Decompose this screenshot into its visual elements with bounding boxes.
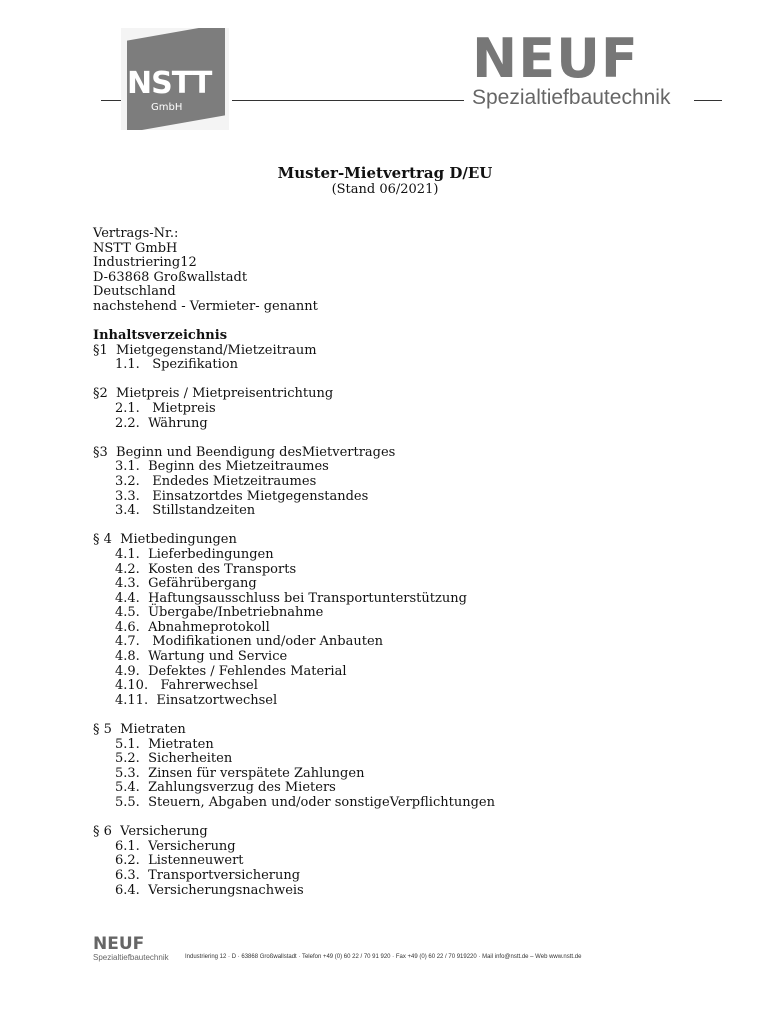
toc-item: 4.11. Einsatzortwechsel (115, 692, 278, 708)
address-line: Vertrags-Nr.: (93, 226, 179, 241)
address-line: D-63868 Großwallstadt (93, 269, 248, 285)
nstt-logo-text: NSTT (127, 66, 212, 101)
neuf-logo-text: NEUF (472, 27, 639, 90)
toc-section-title: § 5 Mietraten (93, 722, 186, 738)
toc-item: 4.6. Abnahmeprotokoll (115, 619, 270, 635)
document-subtitle: (Stand 06/2021) (331, 182, 439, 197)
toc-item: 1.1. Spezifikation (115, 357, 239, 373)
toc-item: 4.1. Lieferbedingungen (115, 546, 274, 562)
footer-logo-text: NEUF (93, 934, 145, 954)
toc-section-title: §1 Mietgegenstand/Mietzeitraum (93, 342, 317, 358)
address-line: Industriering12 (93, 255, 197, 271)
nstt-logo (121, 28, 229, 130)
document-title: Muster-Mietvertrag D/EU (277, 164, 493, 182)
header-divider-middle (232, 100, 464, 101)
toc-item: 5.5. Steuern, Abgaben und/oder sonstigeVerpflichtungen (115, 795, 495, 810)
toc-item: 4.10. Fahrerwechsel (115, 678, 258, 694)
header-divider-left (101, 100, 121, 101)
toc-item: 2.2. Währung (115, 415, 208, 431)
toc-item: 5.4. Zahlungsverzug des Mieters (115, 780, 336, 796)
toc-item: 2.1. Mietpreis (115, 400, 216, 416)
neuf-logo-sub: Spezialtiefbautechnik (472, 86, 671, 109)
toc-item: 6.1. Versicherung (115, 838, 236, 854)
toc-item: 4.4. Haftungsausschluss bei Transportunterstützung (115, 590, 467, 606)
address-line: Deutschland (93, 284, 176, 300)
toc-item: 3.3. Einsatzortdes Mietgegenstandes (115, 488, 369, 504)
toc-item: 5.3. Zinsen für verspätete Zahlungen (115, 765, 365, 781)
toc-item: 3.4. Stillstandzeiten (115, 503, 256, 519)
toc-section-title: §2 Mietpreis / Mietpreisentrichtung (93, 386, 334, 402)
toc-item: 4.2. Kosten des Transports (115, 561, 297, 577)
toc-section-title: § 6 Versicherung (93, 824, 208, 840)
toc-item: 6.2. Listenneuwert (115, 853, 244, 869)
table-of-contents (93, 329, 495, 898)
toc-item: 4.5. Übergabe/Inbetriebnahme (115, 605, 324, 621)
address-line: NSTT GmbH (93, 240, 178, 256)
toc-item: 5.1. Mietraten (115, 736, 214, 752)
toc-heading: Inhaltsverzeichnis (93, 328, 228, 343)
toc-item: 4.3. Gefährübergang (115, 576, 257, 592)
address-line: nachstehend - Vermieter- genannt (93, 298, 318, 314)
toc-item: 3.2. Endedes Mietzeitraumes (115, 473, 317, 489)
nstt-logo-sub: GmbH (151, 102, 183, 113)
toc-item: 6.3. Transportversicherung (115, 867, 301, 883)
toc-item: 3.1. Beginn des Mietzeitraumes (115, 459, 329, 475)
toc-section-title: § 4 Mietbedingungen (93, 532, 237, 548)
toc-item: 4.9. Defektes / Fehlendes Material (115, 663, 347, 679)
toc-item: 4.8. Wartung und Service (115, 649, 288, 665)
toc-item: 6.4. Versicherungsnachweis (115, 882, 304, 898)
address-block (93, 227, 318, 315)
header-divider-right (694, 100, 722, 101)
footer-address: Industriering 12 · D · 63868 Großwallstadt · Telefon +49 (0) 60 22 / 70 91 920 · Fax +49 (0) 60 22 / 70 919220 · Mail info@nstt.de – Web www.nstt.de (185, 954, 582, 960)
toc-item: 5.2. Sicherheiten (115, 751, 233, 767)
toc-section-title: §3 Beginn und Beendigung desMietvertrages (93, 444, 396, 460)
toc-item: 4.7. Modifikationen und/oder Anbauten (115, 634, 384, 650)
footer-logo-sub: Spezialtiefbautechnik (93, 953, 169, 962)
